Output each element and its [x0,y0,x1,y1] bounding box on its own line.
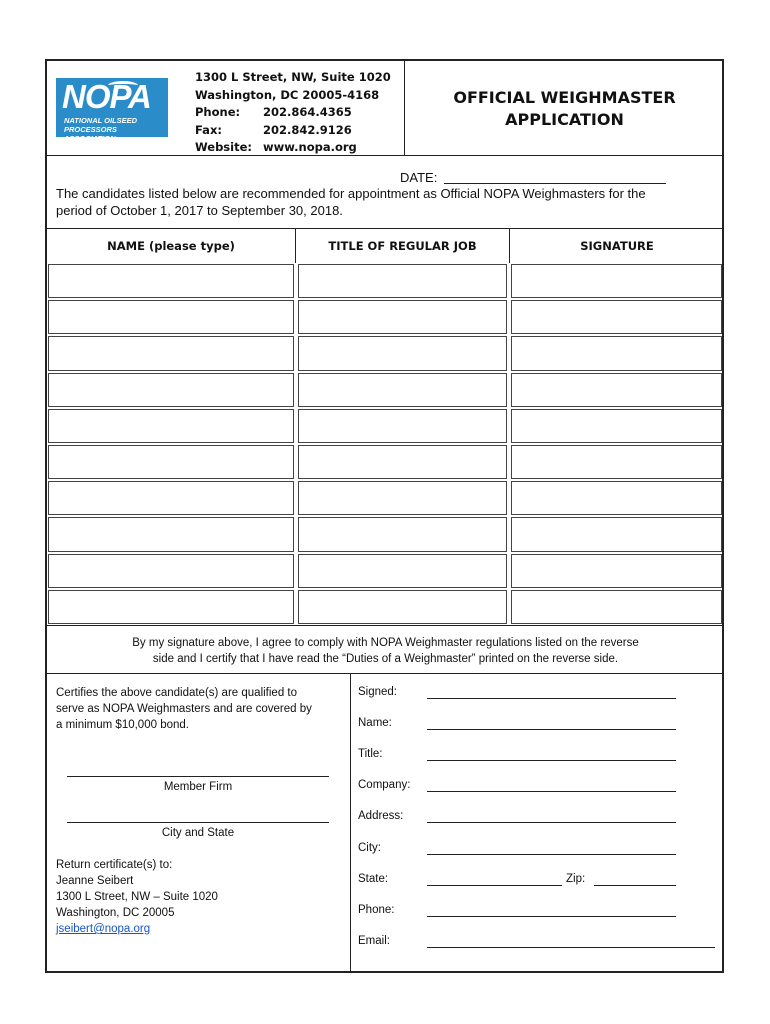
certify-text: Certifies the above candidate(s) are qualified to serve as NOPA Weighmasters and are covered by a minimum $10,000 bond. [56,687,312,731]
table-row [47,480,724,516]
job-title-cell[interactable] [298,336,507,370]
signature-cell[interactable] [511,554,722,588]
signature-cell[interactable] [511,481,722,515]
table-row [47,553,724,589]
signed-label: Signed: [358,686,398,698]
email-field[interactable] [427,947,715,948]
intro-text: The candidates listed below are recommended for appointment as Official NOPA Weighmasters for the period of October 1, 2017 to September 30, 2018. [56,186,646,218]
column-header-name: NAME (please type) [107,239,235,253]
column-header-title: TITLE OF REGULAR JOB [328,239,477,253]
job-title-cell[interactable] [298,300,507,334]
phone-field[interactable] [427,916,676,917]
title-field[interactable] [427,760,676,761]
table-row [47,589,724,625]
signature-cell[interactable] [511,373,722,407]
table-row [47,299,724,335]
table-row [47,444,724,480]
phone-label: Phone: [358,904,395,916]
city-state-field[interactable] [67,822,329,823]
company-label: Company: [358,779,411,791]
job-title-cell[interactable] [298,590,507,624]
name-cell[interactable] [48,264,294,298]
table-row [47,372,724,408]
contact-address-block [195,69,405,157]
signature-cell[interactable] [511,590,722,624]
signature-cell[interactable] [511,409,722,443]
table-row [47,516,724,552]
date-label: DATE: [400,170,438,185]
job-title-cell[interactable] [298,373,507,407]
address-line-1: 1300 L Street, NW, Suite 1020 [195,70,391,84]
name-cell[interactable] [48,517,294,551]
agreement-text: By my signature above, I agree to comply with NOPA Weighmaster regulations listed on the reverse side and I certify that I have read the “Duties of a Weighmaster” printed on the reverse side. [132,637,639,665]
table-bottom-line [47,625,724,626]
job-title-cell[interactable] [298,554,507,588]
title-label: Title: [358,748,383,760]
company-field[interactable] [427,791,676,792]
signature-cell[interactable] [511,264,722,298]
date-field[interactable] [444,183,666,184]
logo-text: NOPA [62,78,151,115]
city-state-label: City and State [161,827,235,839]
form-title: OFFICIAL WEIGHMASTER APPLICATION [453,88,676,129]
job-title-cell[interactable] [298,409,507,443]
column-header-signature: SIGNATURE [580,239,654,253]
city-field[interactable] [427,854,676,855]
weighmaster-application-form [45,59,724,973]
table-row [47,263,724,299]
address-line-2: Washington, DC 20005-4168 [195,87,380,102]
name-cell[interactable] [48,409,294,443]
table-body [47,263,724,625]
table-row [47,335,724,371]
website-row: Website: www.nopa.org [195,140,357,154]
table-row [47,408,724,444]
job-title-cell[interactable] [298,264,507,298]
state-field[interactable] [427,885,562,886]
agreement-bottom-line [47,673,724,674]
name-field[interactable] [427,729,676,730]
signature-cell[interactable] [511,336,722,370]
address-label: Address: [358,810,404,822]
candidates-table [47,228,724,625]
signature-cell[interactable] [511,445,722,479]
name-cell[interactable] [48,481,294,515]
name-label: Name: [358,717,392,729]
address-field[interactable] [427,822,676,823]
state-label: State: [358,873,389,885]
email-label: Email: [358,935,390,947]
job-title-cell[interactable] [298,445,507,479]
name-cell[interactable] [48,336,294,370]
name-cell[interactable] [48,300,294,334]
nopa-logo [56,78,168,143]
city-label: City: [358,842,381,854]
member-firm-field[interactable] [67,776,329,777]
return-address-block: Return certificate(s) to: Jeanne Seibert 1300 L Street, NW – Suite 1020 Washington, DC 20005 jseibert@nopa.org [56,857,346,937]
bottom-divider [350,673,351,973]
name-cell[interactable] [48,590,294,624]
name-cell[interactable] [48,554,294,588]
member-firm-label: Member Firm [163,781,233,793]
signed-field[interactable] [427,698,676,699]
job-title-cell[interactable] [298,517,507,551]
name-cell[interactable] [48,373,294,407]
logo-subtext: NATIONAL OILSEED PROCESSORS ASSOCIATION [64,116,138,143]
signature-cell[interactable] [511,300,722,334]
job-title-cell[interactable] [298,481,507,515]
zip-field[interactable] [594,885,676,886]
phone-row: Phone: 202.864.4365 [195,105,352,119]
return-email-link[interactable]: jseibert@nopa.org [56,923,151,935]
zip-label: Zip: [566,873,586,885]
signature-cell[interactable] [511,517,722,551]
header-bottom-line [47,155,724,156]
fax-row: Fax: 202.842.9126 [195,122,352,137]
name-cell[interactable] [48,445,294,479]
